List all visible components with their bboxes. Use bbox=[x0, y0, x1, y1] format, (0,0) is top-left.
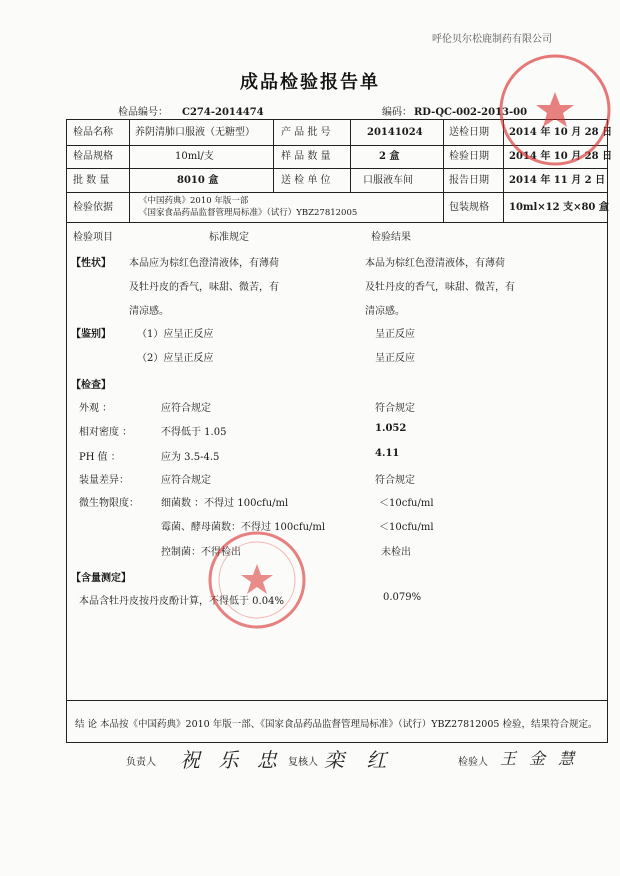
label-batch-qty: 批 数 量 bbox=[73, 175, 110, 186]
character-standard-line1: 本品应为棕红色澄清液体，有薄荷 bbox=[129, 258, 279, 269]
section-assay: 【含量测定】 bbox=[71, 573, 131, 584]
packaging: 10ml×12 支×80 盒 bbox=[509, 202, 609, 213]
submit-unit: 口服液车间 bbox=[363, 175, 413, 186]
test-basis-standard: 《国家食品药品监督管理局标准》（试行）YBZ27812005 bbox=[139, 208, 358, 218]
label-specification: 检品规格 bbox=[73, 151, 113, 162]
inspection-item-result: 未检出 bbox=[381, 547, 411, 558]
label-packaging: 包装规格 bbox=[449, 202, 489, 213]
col-divider bbox=[350, 120, 351, 192]
row-divider bbox=[67, 222, 607, 223]
header-test-item: 检验项目 bbox=[73, 232, 113, 243]
inspection-number-label: 检品编号： bbox=[118, 107, 168, 118]
inspection-item-result: 符合规定 bbox=[375, 403, 415, 414]
section-identification: 【鉴别】 bbox=[71, 329, 111, 340]
sample-qty: 2 盒 bbox=[379, 151, 400, 162]
character-result-line3: 清凉感。 bbox=[365, 306, 405, 317]
inspector-label: 检验人 bbox=[458, 757, 488, 768]
col-divider bbox=[129, 120, 130, 222]
identification-result-2: 呈正反应 bbox=[375, 353, 415, 364]
character-result-line2: 及牡丹皮的香气，味甜、微苦，有 bbox=[365, 282, 515, 293]
label-batch-no: 产 品 批 号 bbox=[281, 127, 331, 138]
row-divider bbox=[67, 192, 607, 193]
batch-no: 20141024 bbox=[367, 127, 423, 138]
document-code-label: 编码： bbox=[382, 107, 412, 118]
test-basis-pharmacopoeia: 《中国药典》2010 年版一部 bbox=[139, 196, 249, 206]
label-submit-unit: 送 检 单 位 bbox=[281, 175, 331, 186]
inspection-item-standard: 控制菌：不得检出 bbox=[161, 547, 241, 558]
submit-date: 2014 年 10 月 28 日 bbox=[509, 127, 613, 138]
inspection-item-standard: 应符合规定 bbox=[161, 475, 211, 486]
inspection-number bbox=[118, 103, 264, 118]
assay-standard: 本品含牡丹皮按丹皮酚计算，不得低于 0.04% bbox=[79, 596, 284, 607]
seal-star-icon bbox=[536, 92, 574, 127]
specification: 10ml/支 bbox=[175, 151, 214, 162]
report-table bbox=[66, 119, 613, 743]
report-title: 成品检验报告单 bbox=[240, 72, 380, 93]
header-result: 检验结果 bbox=[371, 232, 411, 243]
col-divider bbox=[273, 120, 274, 192]
assay-result: 0.079% bbox=[383, 592, 422, 603]
inspection-item-result: ＜10cfu/ml bbox=[379, 498, 434, 509]
identification-standard-2: （2）应呈正反应 bbox=[137, 353, 214, 364]
responsible-signature: 祝 乐 忠 bbox=[180, 748, 283, 772]
inspection-item-name: 外观 ： bbox=[79, 403, 113, 414]
test-date: 2014 年 10 月 28 日 bbox=[509, 151, 613, 162]
inspection-number-value: C274-2014474 bbox=[182, 107, 264, 118]
document-code-value: RD-QC-002-2013-00 bbox=[414, 107, 528, 118]
inspection-item-result: 4.11 bbox=[375, 448, 400, 459]
section-inspection: 【检查】 bbox=[71, 380, 111, 391]
inspector-signature: 王 金 慧 bbox=[500, 749, 579, 768]
qc-seal bbox=[205, 528, 309, 632]
seal-star-icon bbox=[241, 564, 273, 594]
reviewer-label: 复核人 bbox=[288, 757, 318, 768]
header-standard: 标准规定 bbox=[209, 232, 249, 243]
col-divider bbox=[443, 120, 444, 222]
label-test-basis: 检验依据 bbox=[73, 202, 113, 213]
batch-qty: 8010 盒 bbox=[177, 175, 219, 186]
company-name: 呼伦贝尔松鹿制药有限公司 bbox=[432, 34, 552, 45]
inspection-item-name: 相对密度 ： bbox=[79, 427, 133, 438]
reviewer-signature: 栾 红 bbox=[324, 748, 395, 772]
character-standard-line3: 清凉感。 bbox=[129, 306, 169, 317]
identification-standard-1: （1）应呈正反应 bbox=[137, 329, 214, 340]
identification-result-1: 呈正反应 bbox=[375, 329, 415, 340]
inspection-item-name: 装量差异： bbox=[79, 475, 129, 486]
character-standard-line2: 及牡丹皮的香气，味甜、微苦，有 bbox=[129, 282, 279, 293]
product-name: 养阴清肺口服液（无糖型） bbox=[135, 127, 255, 138]
conclusion: 结 论 本品按《中国药典》2010 年版一部、《国家食品药品监督管理局标准》（试行）YBZ27812005 检验，结果符合规定。 bbox=[75, 719, 598, 730]
inspection-item-standard: 不得低于 1.05 bbox=[161, 427, 227, 438]
inspection-item-name: 微生物限度： bbox=[79, 498, 139, 509]
inspection-item-standard: 应为 3.5-4.5 bbox=[161, 452, 220, 463]
label-test-date: 检验日期 bbox=[449, 151, 489, 162]
inspection-item-result: 符合规定 bbox=[375, 475, 415, 486]
row-divider bbox=[67, 700, 607, 701]
label-submit-date: 送检日期 bbox=[449, 127, 489, 138]
inspection-item-standard: 霉菌、酵母菌数：不得过 100cfu/ml bbox=[161, 522, 326, 533]
section-character: 【性状】 bbox=[71, 258, 111, 269]
inspection-item-name: PH 值 ： bbox=[79, 452, 121, 463]
character-result-line1: 本品为棕红色澄清液体，有薄荷 bbox=[365, 258, 505, 269]
company-seal bbox=[495, 50, 615, 170]
inspection-item-result: 1.052 bbox=[375, 423, 407, 434]
inspection-item-result: ＜10cfu/ml bbox=[379, 522, 434, 533]
label-product-name: 检品名称 bbox=[73, 127, 113, 138]
responsible-label: 负责人 bbox=[126, 757, 156, 768]
report-date: 2014 年 11 月 2 日 bbox=[509, 175, 606, 186]
label-sample-qty: 样 品 数 量 bbox=[281, 151, 331, 162]
label-report-date: 报告日期 bbox=[449, 175, 489, 186]
inspection-item-standard: 应符合规定 bbox=[161, 403, 211, 414]
inspection-item-standard: 细菌数 ：不得过 100cfu/ml bbox=[161, 498, 289, 509]
